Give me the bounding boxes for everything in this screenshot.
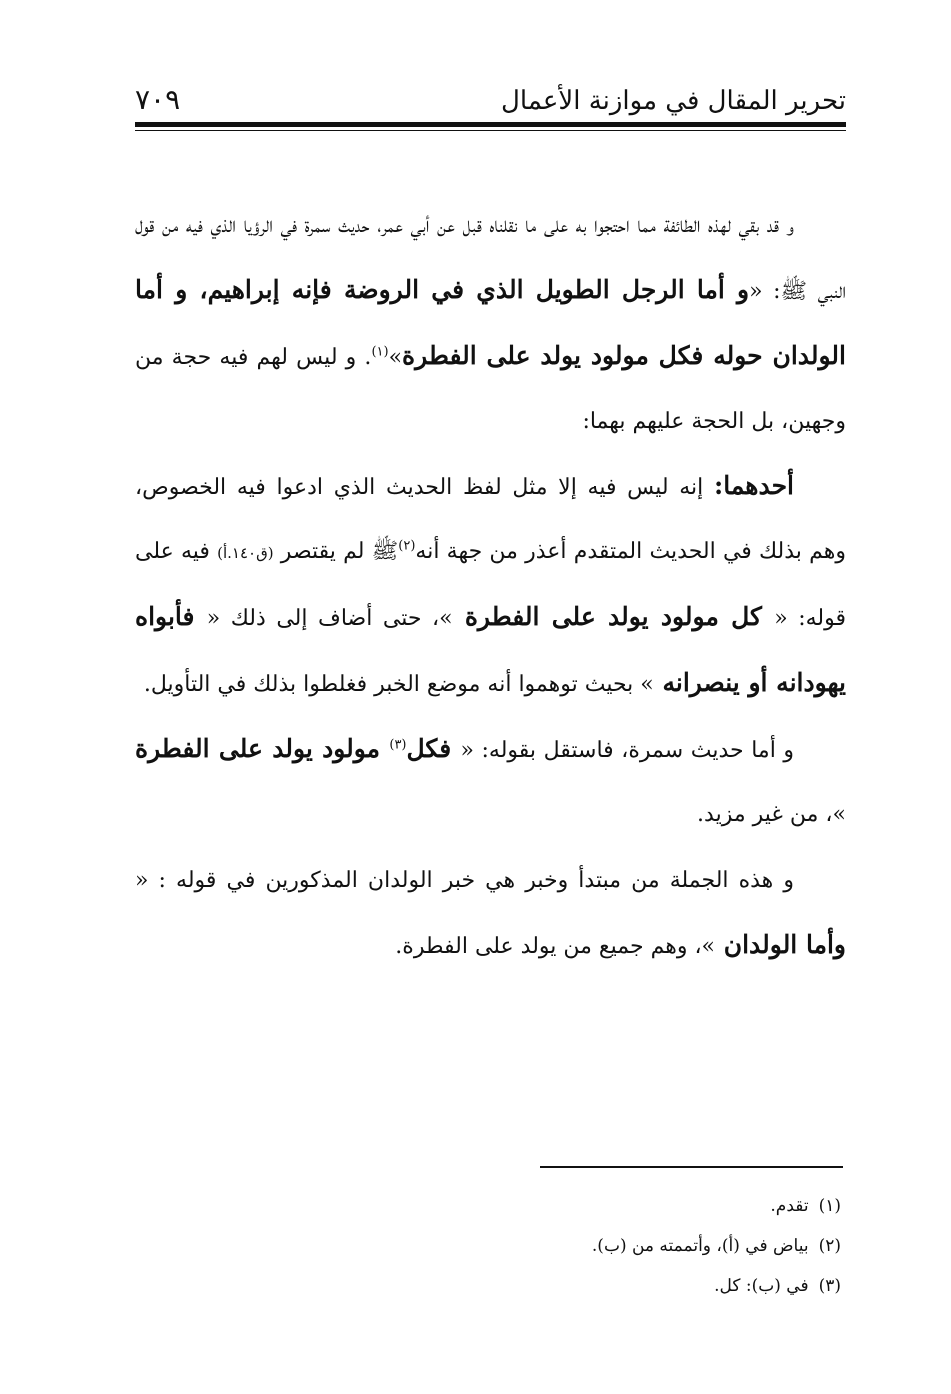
footnote-text: تقدم. bbox=[770, 1196, 809, 1216]
footnote-ref-1[interactable]: (١) bbox=[371, 344, 389, 360]
bold-quote: وأما الولدان bbox=[715, 930, 846, 959]
footnote-text: بياض في (أ)، وأتممته من (ب). bbox=[591, 1236, 809, 1256]
header-rule-thin bbox=[135, 130, 846, 131]
footnote-number: (٣) bbox=[818, 1276, 841, 1296]
text-run: إنه ليس فيه إلا مثل لفظ الحديث الذي ادعوا فيه الخصوص، وهم بذلك في الحديث المتقدم أعذر من جهة أنه bbox=[135, 475, 846, 564]
footnote-ref-3[interactable]: (٣) bbox=[389, 737, 407, 753]
body-text bbox=[135, 194, 846, 979]
text-run: ﷺ لم يقتصر bbox=[273, 539, 399, 564]
footnote-number: (٢) bbox=[818, 1236, 841, 1256]
page-number: ٧٠٩ bbox=[135, 83, 181, 116]
bold-quote: فأبواه يهودانه أو ينصرانه bbox=[135, 602, 846, 697]
text-run: » bbox=[388, 345, 403, 370]
paragraph-2 bbox=[135, 454, 846, 717]
text-run: . و ليس لهم فيه حجة من وجهين، بل الحجة عليهم بهما: bbox=[135, 345, 846, 434]
running-title: تحرير المقال في موازنة الأعمال bbox=[501, 86, 846, 116]
manuscript-ref: (ق١٤٠.أ) bbox=[217, 544, 274, 562]
paragraph-3 bbox=[135, 717, 846, 847]
footnote-text: في (ب): كل. bbox=[714, 1276, 809, 1296]
bold-quote: و أما الرجل الطويل الذي في الروضة فإنه إبراهيم، و أما الولدان حوله فكل مولود يولد على الفطرة bbox=[135, 275, 846, 370]
header-rule-thick bbox=[135, 122, 846, 127]
footnotes bbox=[441, 1186, 841, 1306]
page-header bbox=[135, 72, 846, 122]
footnote-1 bbox=[441, 1186, 841, 1226]
bold-quote: فكل bbox=[406, 734, 461, 763]
text-run: و أما حديث سمرة، فاستقل بقوله: « bbox=[460, 738, 794, 763]
text-run: » بحيث توهموا أنه موضع الخبر فغلطوا بذلك في التأويل. bbox=[143, 672, 654, 697]
bold-term: أحدهما: bbox=[713, 471, 794, 500]
bold-quote: مولود يولد على الفطرة bbox=[135, 734, 390, 763]
paragraph-4 bbox=[135, 847, 846, 979]
footnote-2 bbox=[441, 1226, 841, 1266]
footnote-ref-2[interactable]: (٢) bbox=[398, 538, 416, 554]
text-run: فيه على قوله: « bbox=[135, 539, 846, 631]
footnote-3 bbox=[441, 1266, 841, 1306]
paragraph-1 bbox=[135, 194, 846, 454]
text-run: »، حتى أضاف إلى ذلك « bbox=[206, 606, 453, 631]
text-run: و هذه الجملة من مبتدأ وخبر هي خبر الولدان المذكورين في قوله : « bbox=[135, 868, 794, 893]
footnote-separator bbox=[540, 1166, 843, 1168]
footnote-number: (١) bbox=[818, 1196, 841, 1216]
text-run: »، من غير مزيد. bbox=[697, 802, 846, 827]
text-run: »، وهم جميع من يولد على الفطرة. bbox=[395, 934, 716, 959]
bold-quote: كل مولود يولد على الفطرة bbox=[452, 602, 775, 631]
text-run: و قد بقي لهذه الطائفة مما احتجوا به على ما نقلناه قبل عن أبي عمر، حديث سمرة في الرؤيا الذي فيه من قول النبي ﷺ: « bbox=[135, 213, 846, 304]
